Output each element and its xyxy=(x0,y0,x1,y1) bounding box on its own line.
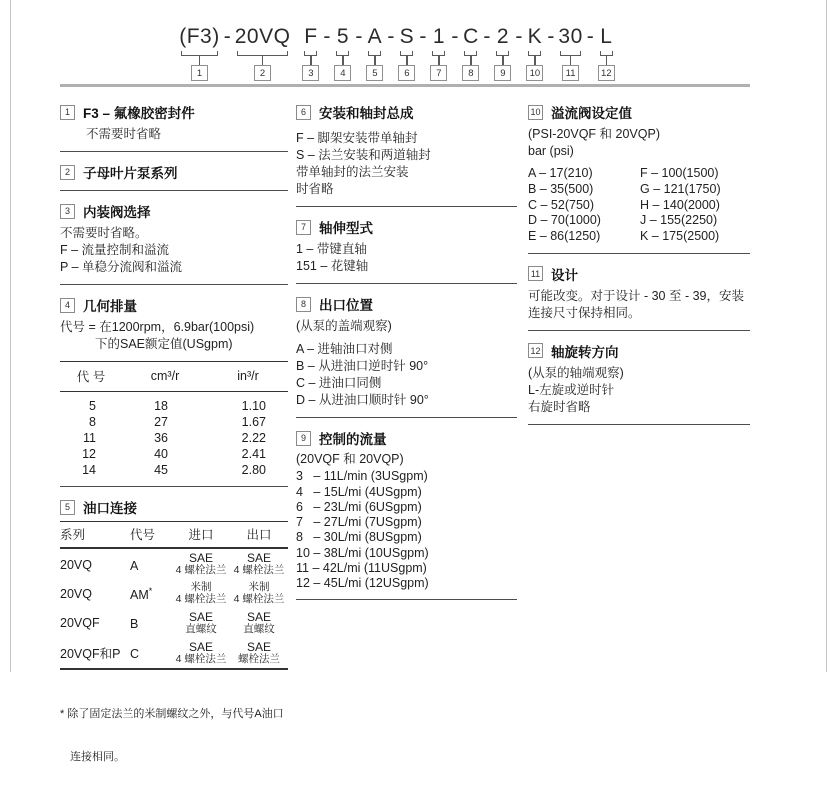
code-separator: - xyxy=(547,25,555,48)
section-relief-setting xyxy=(528,102,750,245)
inlet-cell: SAE 直螺纹 xyxy=(185,609,217,636)
section-number-box: 7 xyxy=(296,220,311,235)
relief-right-column xyxy=(640,166,721,245)
section-valve-option xyxy=(60,201,288,276)
inlet-cell: SAE 4 螺栓法兰 xyxy=(172,638,230,669)
code-separator: - xyxy=(387,25,395,48)
relief-item: J – 155(2250) xyxy=(640,213,718,228)
table-row xyxy=(60,548,288,579)
relief-left-column xyxy=(528,166,640,245)
stem-line xyxy=(342,56,344,65)
section-2-header xyxy=(60,162,288,182)
divider xyxy=(296,599,517,600)
column-header: 出口 xyxy=(230,522,288,549)
code-number-box: 11 xyxy=(562,65,579,81)
divider xyxy=(528,330,750,331)
cell: 11 xyxy=(83,431,96,445)
code-separator: - xyxy=(586,25,594,48)
code-number-box: 2 xyxy=(254,65,271,81)
section-11-line: 连接尺寸保持相同。 xyxy=(528,305,641,320)
section-1-note: 不需要时省略 xyxy=(86,127,162,141)
section-title: 控制的流量 xyxy=(319,432,387,447)
divider xyxy=(60,486,288,487)
stem-line xyxy=(438,56,440,65)
section-3-line: F – 流量控制和溢流 xyxy=(60,243,170,257)
section-number-box: 10 xyxy=(528,105,543,120)
outlet-cell: SAE 4 螺栓法兰 xyxy=(233,551,285,577)
code-segment-1 xyxy=(179,24,220,81)
divider xyxy=(528,424,750,425)
flow-item: 10 – 38L/mi (10USgpm) xyxy=(296,545,429,560)
table-footnote: * 除了固定法兰的米制螺纹之外，与代号A油口 连接相同。 xyxy=(60,707,284,763)
code-segment-6 xyxy=(398,24,415,81)
divider xyxy=(60,284,288,285)
column-header: 进口 xyxy=(172,522,230,549)
section-8-line: C – 进油口同侧 xyxy=(296,376,382,390)
flow-item: 12 – 45L/mi (12USgpm) xyxy=(296,576,429,590)
section-number-box: 6 xyxy=(296,105,311,120)
table-row xyxy=(60,430,288,446)
divider xyxy=(528,253,750,254)
relief-item: K – 175(2500) xyxy=(640,229,720,243)
section-9-header xyxy=(296,428,517,448)
stem-line xyxy=(470,56,472,65)
section-8-line: D – 从进油口顺时针 90° xyxy=(296,393,429,407)
section-title: 几何排量 xyxy=(83,299,137,314)
table-row xyxy=(60,638,288,669)
section-6-header xyxy=(296,102,517,122)
section-controlled-flow xyxy=(296,428,517,591)
code-segment-2 xyxy=(235,24,291,81)
relief-item: B – 35(500) xyxy=(528,181,594,196)
relief-item: E – 86(1250) xyxy=(528,229,601,243)
section-3-line: P – 单稳分流阀和溢流 xyxy=(60,260,183,274)
code-segment-11 xyxy=(558,24,582,81)
code-text: (F3) xyxy=(179,25,220,48)
relief-item: H – 140(2000) xyxy=(640,197,720,212)
section-4-intro: 代号 = 在1200rpm，6.9bar(100psi) xyxy=(60,320,255,334)
table-row xyxy=(60,462,288,478)
code-text: 5 xyxy=(336,25,350,48)
flow-item: 3 – 11L/min (3USgpm) xyxy=(296,469,428,484)
cell: 8 xyxy=(89,415,96,429)
cell: 1.67 xyxy=(241,415,266,429)
section-10-header xyxy=(528,102,750,122)
code-text: 20VQ xyxy=(234,25,291,48)
code-segment-7 xyxy=(430,24,447,81)
section-shaft-type xyxy=(296,217,517,275)
table-header-row xyxy=(60,522,288,549)
section-6-line: F – 脚架安装带单轴封 xyxy=(296,131,418,145)
code-segment-8 xyxy=(462,24,479,81)
table-row xyxy=(60,608,288,638)
column-header: 代 号 xyxy=(60,362,122,392)
section-port-connections xyxy=(60,497,288,792)
code-cell: AM* xyxy=(130,585,153,603)
column-3 xyxy=(528,102,750,435)
header-rule xyxy=(60,84,750,87)
section-title: 子母叶片泵系列 xyxy=(83,166,178,181)
section-4-header xyxy=(60,295,288,315)
section-8-line: A – 进轴油口对侧 xyxy=(296,342,393,356)
section-11-line: 可能改变。对于设计 - 30 至 - 39，安装 xyxy=(528,288,744,303)
section-title: 油口连接 xyxy=(83,501,137,516)
cell: 18 xyxy=(154,399,168,413)
section-title: 轴旋转方向 xyxy=(551,344,619,360)
section-6-line: 带单轴封的法兰安装 xyxy=(296,165,409,179)
column-header: in³/r xyxy=(208,362,288,392)
flow-item: 4 – 15L/mi (4USgpm) xyxy=(296,484,422,499)
cell: 14 xyxy=(82,463,96,477)
divider xyxy=(60,190,288,191)
section-design xyxy=(528,264,750,322)
code-number-box: 12 xyxy=(598,65,615,81)
section-number-box: 9 xyxy=(296,431,311,446)
cell: 45 xyxy=(154,463,168,477)
code-cell: B xyxy=(130,617,139,632)
stem-line xyxy=(606,56,608,65)
section-6-line: 时省略 xyxy=(296,182,334,196)
code-segment-4 xyxy=(334,24,351,81)
code-number-box: 6 xyxy=(398,65,415,81)
flow-item: 8 – 30L/mi (8USgpm) xyxy=(296,530,422,545)
divider xyxy=(60,151,288,152)
code-segment-9 xyxy=(494,24,511,81)
inlet-cell: 米制 4 螺栓法兰 xyxy=(175,581,227,605)
section-title: 安装和轴封总成 xyxy=(319,106,414,121)
relief-item: D – 70(1000) xyxy=(528,213,601,228)
code-separator: - xyxy=(223,25,231,48)
section-3-line: 不需要时省略。 xyxy=(60,226,148,240)
relief-item: A – 17(210) xyxy=(528,166,593,180)
section-11-header xyxy=(528,264,750,284)
stem-line xyxy=(502,56,504,65)
column-header: cm³/r xyxy=(122,362,208,392)
section-10-subtitle: (PSI-20VQF 和 20VQP) xyxy=(528,127,660,141)
divider xyxy=(296,283,517,284)
code-text: 2 xyxy=(496,25,510,48)
code-separator: - xyxy=(323,25,331,48)
code-separator: - xyxy=(355,25,363,48)
cell: 2.41 xyxy=(241,447,266,461)
code-number-box: 10 xyxy=(526,65,543,81)
column-header: 代号 xyxy=(130,522,172,549)
cell: 5 xyxy=(89,399,96,413)
section-number-box: 2 xyxy=(60,165,75,180)
outlet-cell: SAE 螺栓法兰 xyxy=(230,638,288,669)
stem-line xyxy=(534,56,536,65)
code-text: S xyxy=(399,25,415,48)
port-connection-table xyxy=(60,521,288,670)
series-cell: 20VQ xyxy=(60,586,92,601)
stem-line xyxy=(406,56,408,65)
code-text: A xyxy=(367,25,383,48)
section-outlet-position xyxy=(296,294,517,409)
section-number-box: 1 xyxy=(60,105,75,120)
section-7-line: 1 – 带键直轴 xyxy=(296,242,367,256)
table-header-row xyxy=(60,362,288,392)
code-cell: C xyxy=(130,638,172,669)
code-segment-3 xyxy=(302,24,319,81)
section-pump-series xyxy=(60,162,288,182)
code-text: F xyxy=(304,25,318,48)
section-title: 溢流阀设定值 xyxy=(551,106,632,121)
outlet-cell: 米制 4 螺栓法兰 xyxy=(233,581,285,605)
code-number-box: 8 xyxy=(462,65,479,81)
stem-line xyxy=(570,56,572,65)
table-row xyxy=(60,579,288,608)
section-number-box: 5 xyxy=(60,500,75,515)
cell: 40 xyxy=(154,447,168,461)
code-number-box: 1 xyxy=(191,65,208,81)
section-title: 轴伸型式 xyxy=(319,221,373,236)
section-rotation xyxy=(528,341,750,416)
code-number-box: 5 xyxy=(366,65,383,81)
code-separator: - xyxy=(515,25,523,48)
cell: 2.22 xyxy=(241,431,266,445)
section-12-header xyxy=(528,341,750,361)
code-number-box: 4 xyxy=(334,65,351,81)
section-12-line: 右旋时省略 xyxy=(528,399,591,414)
code-text: C xyxy=(463,25,479,48)
section-8-subtitle: (从泵的盖端观察) xyxy=(296,319,392,333)
section-seals xyxy=(60,102,288,143)
section-5-header xyxy=(60,497,288,517)
series-cell: 20VQF xyxy=(60,616,100,631)
flow-item: 11 – 42L/mi (11USgpm) xyxy=(296,560,427,575)
divider xyxy=(296,417,517,418)
page-right-border xyxy=(826,0,827,672)
code-number-box: 7 xyxy=(430,65,447,81)
series-cell: 20VQF和P xyxy=(60,638,130,669)
code-separator: - xyxy=(483,25,491,48)
section-number-box: 12 xyxy=(528,343,543,358)
stem-line xyxy=(374,56,376,65)
section-number-box: 11 xyxy=(528,266,543,281)
code-separator: - xyxy=(451,25,459,48)
code-number-box: 3 xyxy=(302,65,319,81)
divider xyxy=(296,206,517,207)
cell: 2.80 xyxy=(241,463,266,477)
code-text: K xyxy=(527,25,543,48)
code-cell: A xyxy=(130,558,139,573)
displacement-table xyxy=(60,361,288,478)
code-text: 1 xyxy=(432,25,446,48)
relief-item: C – 52(750) xyxy=(528,197,595,212)
section-7-line: 151 – 花键轴 xyxy=(296,259,369,273)
table-row xyxy=(60,446,288,462)
page-left-border xyxy=(10,0,11,672)
section-displacement xyxy=(60,295,288,478)
section-title: 内装阀选择 xyxy=(83,205,151,220)
relief-item: F – 100(1500) xyxy=(640,166,719,180)
table-row xyxy=(60,414,288,430)
code-segment-5 xyxy=(366,24,383,81)
section-12-line: L-左旋或逆时针 xyxy=(528,382,615,397)
cell: 1.10 xyxy=(241,399,266,413)
table-row xyxy=(60,392,288,415)
section-8-line: B – 从进油口逆时针 90° xyxy=(296,359,429,373)
stem-line xyxy=(199,56,201,65)
column-1 xyxy=(60,102,288,792)
section-4-intro: 下的SAE额定值(USgpm) xyxy=(95,337,233,351)
section-1-header xyxy=(60,102,288,122)
series-cell: 20VQ xyxy=(60,557,92,572)
section-9-subtitle: (20VQF 和 20VQP) xyxy=(296,452,404,466)
section-title: F3 – 氟橡胶密封件 xyxy=(83,106,195,121)
code-segment-12 xyxy=(598,24,615,81)
model-code-diagram xyxy=(0,24,830,81)
section-title: 出口位置 xyxy=(319,298,373,313)
stem-line xyxy=(262,56,264,65)
column-2 xyxy=(296,102,517,610)
section-10-unit: bar (psi) xyxy=(528,144,574,158)
inlet-cell: SAE 4 螺栓法兰 xyxy=(175,551,227,577)
flow-item: 7 – 27L/mi (7USgpm) xyxy=(296,515,422,529)
section-6-line: S – 法兰安装和两道轴封 xyxy=(296,148,431,162)
section-3-header xyxy=(60,201,288,221)
relief-item: G – 121(1750) xyxy=(640,181,721,196)
column-header: 系列 xyxy=(60,522,130,549)
cell: 36 xyxy=(154,431,168,445)
code-text: L xyxy=(600,25,613,48)
section-mounting-seal xyxy=(296,102,517,198)
section-12-line: (从泵的轴端观察) xyxy=(528,365,624,380)
code-text: 30 xyxy=(558,25,583,48)
section-7-header xyxy=(296,217,517,237)
section-number-box: 3 xyxy=(60,204,75,219)
section-number-box: 8 xyxy=(296,297,311,312)
outlet-cell: SAE 直螺纹 xyxy=(243,609,275,636)
section-number-box: 4 xyxy=(60,298,75,313)
stem-line xyxy=(310,56,312,65)
code-separator: - xyxy=(419,25,427,48)
code-number-box: 9 xyxy=(494,65,511,81)
flow-item: 6 – 23L/mi (6USgpm) xyxy=(296,499,422,514)
section-8-header xyxy=(296,294,517,314)
code-segment-10 xyxy=(526,24,543,81)
cell: 27 xyxy=(154,415,168,429)
section-title: 设计 xyxy=(551,267,578,283)
cell: 12 xyxy=(82,447,96,461)
relief-setting-list xyxy=(528,166,750,245)
